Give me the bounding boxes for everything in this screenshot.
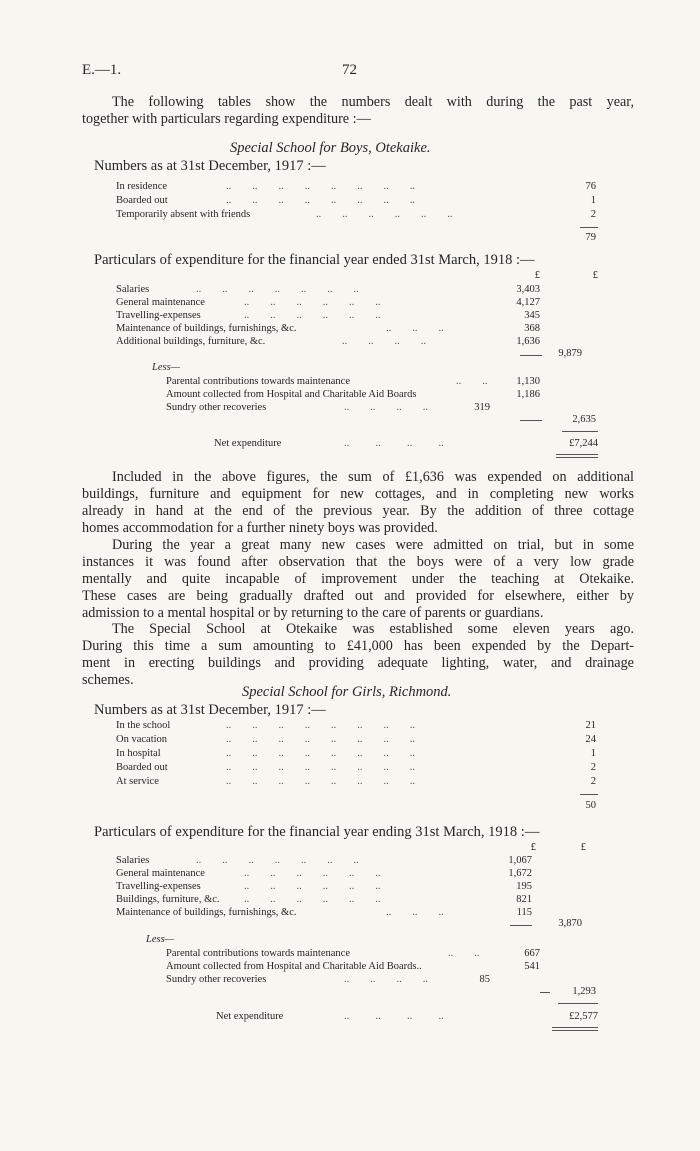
column-rule (520, 355, 542, 356)
intro-line: together with particulars regarding expenditure :— (82, 110, 371, 127)
girls-expense-row (116, 880, 598, 894)
leader-dots: .. .. .. .. (342, 336, 426, 347)
leader-dots: .. .. .. .. .. .. .. (196, 855, 359, 866)
boys-number-row (116, 180, 598, 194)
leader-dots: .. .. .. .. (344, 974, 428, 985)
girls-number-label: At service (116, 776, 159, 787)
boys-number-label: Boarded out (116, 195, 168, 206)
expense-value: 1,067 (508, 855, 532, 866)
leader-dots: .. .. .. .. .. .. (244, 894, 381, 905)
paragraph-line: Included in the above figures, the sum of £1,636 was expended on additional (112, 469, 634, 485)
leader-dots: .. .. .. (386, 907, 444, 918)
boys-school-title: Special School for Boys, Otekaike. (230, 140, 431, 156)
expense-label: General maintenance (116, 868, 205, 879)
boys-less-row (166, 388, 598, 402)
column-rule (540, 992, 550, 993)
paragraph-line: buildings, furniture and equipment for new cottages, and in completing new works (82, 485, 634, 502)
girls-less-row (166, 960, 598, 974)
expense-label: Travelling-expenses (116, 310, 201, 321)
less-item-value: 1,186 (516, 389, 540, 400)
girls-numbers-heading: Numbers as at 31st December, 1917 :— (94, 702, 326, 718)
double-rule (552, 1030, 598, 1031)
leader-dots: .. .. .. .. .. .. (244, 297, 381, 308)
girls-number-value: 21 (585, 720, 596, 731)
girls-less-row (166, 947, 598, 961)
expense-value: 368 (524, 323, 540, 334)
leader-dots: .. .. .. .. (344, 402, 428, 413)
boys-number-label: In residence (116, 181, 168, 192)
total-rule (558, 1003, 598, 1004)
expense-label: Buildings, furniture, &c. (116, 894, 220, 905)
less-item-value: 85 (479, 974, 490, 985)
currency-header: £ (530, 842, 536, 853)
expense-label: Travelling-expenses (116, 881, 201, 892)
less-item-value: 1,130 (516, 376, 540, 387)
paragraph-line: already in hand at the end of the previous year. By the addition of three cottage (82, 502, 634, 519)
paragraph-line: homes accommodation for a further ninety boys was provided. (82, 519, 438, 536)
less-item-label: Sundry other recoveries (166, 402, 267, 413)
boys-expenditure-heading: Particulars of expenditure for the financial year ended 31st March, 1918 :— (94, 252, 535, 268)
leader-dots: .. .. .. .. .. .. .. .. (226, 734, 415, 745)
boys-numbers-heading: Numbers as at 31st December, 1917 :— (94, 158, 326, 174)
boys-less-total: 2,635 (572, 414, 596, 425)
girls-expense-row (116, 854, 598, 868)
boys-numbers-total: 79 (585, 232, 596, 243)
leader-dots: .. .. .. .. .. .. (244, 868, 381, 879)
less-label: Less— (152, 362, 181, 373)
leader-dots: .. .. .. .. .. .. .. .. (226, 748, 415, 759)
girls-number-label: On vacation (116, 734, 168, 745)
leader-dots: .. .. (456, 376, 488, 387)
girls-number-label: In the school (116, 720, 171, 731)
boys-less-row (166, 375, 598, 389)
girls-number-value: 24 (585, 734, 596, 745)
currency-header: £ (592, 270, 598, 281)
paragraph-line: The Special School at Otekaike was established some eleven years ago. (112, 621, 634, 637)
total-rule (562, 431, 598, 432)
body-paragraph (82, 621, 634, 689)
girls-number-row (116, 719, 598, 733)
running-header-left: E.—1. (82, 62, 122, 78)
net-expenditure-value: £7,244 (569, 438, 598, 449)
leader-dots: .. .. .. (386, 323, 444, 334)
double-rule (556, 454, 598, 455)
girls-less-total: 1,293 (572, 986, 596, 997)
girls-school-title: Special School for Girls, Richmond. (242, 684, 452, 700)
paragraph-line: During the year a great many new cases were admitted on trial, but in some (112, 537, 634, 553)
boys-number-value: 1 (590, 195, 596, 206)
leader-dots: .. .. .. .. (344, 1011, 444, 1022)
expense-value: 195 (516, 881, 532, 892)
girls-number-row (116, 761, 598, 775)
boys-net-row (214, 437, 598, 451)
less-item-label: Amount collected from Hospital and Charitable Aid Boards.. (166, 961, 422, 972)
girls-number-row (116, 775, 598, 789)
body-paragraph (82, 469, 634, 537)
less-item-value: 667 (524, 948, 540, 959)
intro-line: The following tables show the numbers dealt with during the past year, (112, 94, 634, 110)
boys-expense-row (116, 283, 598, 297)
currency-header: £ (534, 270, 540, 281)
boys-number-label: Temporarily absent with friends (116, 209, 251, 220)
paragraph-line: During this time a sum amounting to £41,000 has been expended by the Depart- (82, 637, 634, 654)
page-number: 72 (342, 62, 357, 78)
girls-expense-row (116, 867, 598, 881)
less-item-label: Amount collected from Hospital and Charitable Aid Boards (166, 389, 417, 400)
paragraph-line: schemes. (82, 671, 134, 688)
leader-dots: .. .. .. .. (344, 438, 444, 449)
less-item-value: 319 (474, 402, 490, 413)
boys-expense-row (116, 335, 598, 349)
boys-number-value: 76 (585, 181, 596, 192)
expense-value: 3,403 (516, 284, 540, 295)
leader-dots: .. .. .. .. .. .. .. .. (226, 720, 415, 731)
paragraph-line: mentally and quite incapable of improvement under the teaching at Otekaike. (82, 570, 634, 587)
expense-value: 1,672 (508, 868, 532, 879)
boys-expense-row (116, 322, 598, 336)
paragraph-line: instances it was found after observation that the boys were of a very low grade (82, 553, 634, 570)
leader-dots: .. .. .. .. .. .. (244, 881, 381, 892)
less-item-label: Parental contributions towards maintenance (166, 376, 350, 387)
intro-paragraph (82, 94, 634, 128)
expense-label: Maintenance of buildings, furnishings, &c. (116, 323, 297, 334)
girls-expenses-total: 3,870 (558, 918, 582, 929)
leader-dots: .. .. .. .. .. .. (244, 310, 381, 321)
net-expenditure-label: Net expenditure (216, 1011, 284, 1022)
boys-number-row (116, 194, 598, 208)
subtotal-rule (580, 227, 598, 228)
girls-number-value: 2 (590, 776, 596, 787)
less-item-value: 541 (524, 961, 540, 972)
body-paragraph (82, 537, 634, 621)
expense-value: 345 (524, 310, 540, 321)
girls-number-value: 1 (590, 748, 596, 759)
currency-header: £ (580, 842, 586, 853)
girls-number-row (116, 747, 598, 761)
girls-number-label: In hospital (116, 748, 161, 759)
expense-value: 1,636 (516, 336, 540, 347)
boys-number-row (116, 208, 598, 222)
less-item-label: Sundry other recoveries (166, 974, 267, 985)
double-rule (552, 1027, 598, 1028)
boys-expense-row (116, 296, 598, 310)
leader-dots: .. .. (448, 948, 480, 959)
girls-net-row (216, 1010, 598, 1024)
leader-dots: .. .. .. .. .. .. .. .. (226, 181, 415, 192)
boys-less-row (166, 401, 598, 415)
girls-expense-row (116, 893, 598, 907)
expense-label: Maintenance of buildings, furnishings, &c. (116, 907, 297, 918)
leader-dots: .. .. .. .. .. .. (316, 209, 453, 220)
expense-label: Salaries (116, 855, 150, 866)
boys-number-value: 2 (590, 209, 596, 220)
paragraph-line: These cases are being gradually drafted out and provided for elsewhere, either by (82, 587, 634, 604)
less-item-label: Parental contributions towards maintenance (166, 948, 350, 959)
boys-expense-row (116, 309, 598, 323)
leader-dots: .. .. .. .. .. .. .. .. (226, 762, 415, 773)
expense-label: General maintenance (116, 297, 205, 308)
paragraph-line: ment in erecting buildings and providing adequate lighting, water, and drainage (82, 654, 634, 671)
leader-dots: .. .. .. .. .. .. .. .. (226, 195, 415, 206)
boys-expenses-total: 9,879 (558, 348, 582, 359)
expense-value: 115 (516, 907, 532, 918)
girls-numbers-total: 50 (585, 800, 596, 811)
net-expenditure-label: Net expenditure (214, 438, 282, 449)
column-rule (520, 420, 542, 421)
subtotal-rule (580, 794, 598, 795)
paragraph-line: admission to a mental hospital or by returning to the care of parents or guardians. (82, 604, 544, 621)
girls-number-label: Boarded out (116, 762, 168, 773)
expense-label: Salaries (116, 284, 150, 295)
girls-less-row (166, 973, 598, 987)
girls-expenditure-heading: Particulars of expenditure for the financial year ending 31st March, 1918 :— (94, 824, 540, 840)
leader-dots: .. .. .. .. .. .. .. (196, 284, 359, 295)
leader-dots: .. .. .. .. .. .. .. .. (226, 776, 415, 787)
girls-expense-row (116, 906, 598, 920)
expense-label: Additional buildings, furniture, &c. (116, 336, 266, 347)
girls-number-row (116, 733, 598, 747)
girls-number-value: 2 (590, 762, 596, 773)
expense-value: 821 (516, 894, 532, 905)
column-rule (510, 925, 532, 926)
net-expenditure-value: £2,577 (569, 1011, 598, 1022)
double-rule (556, 457, 598, 458)
expense-value: 4,127 (516, 297, 540, 308)
less-label: Less— (146, 934, 175, 945)
